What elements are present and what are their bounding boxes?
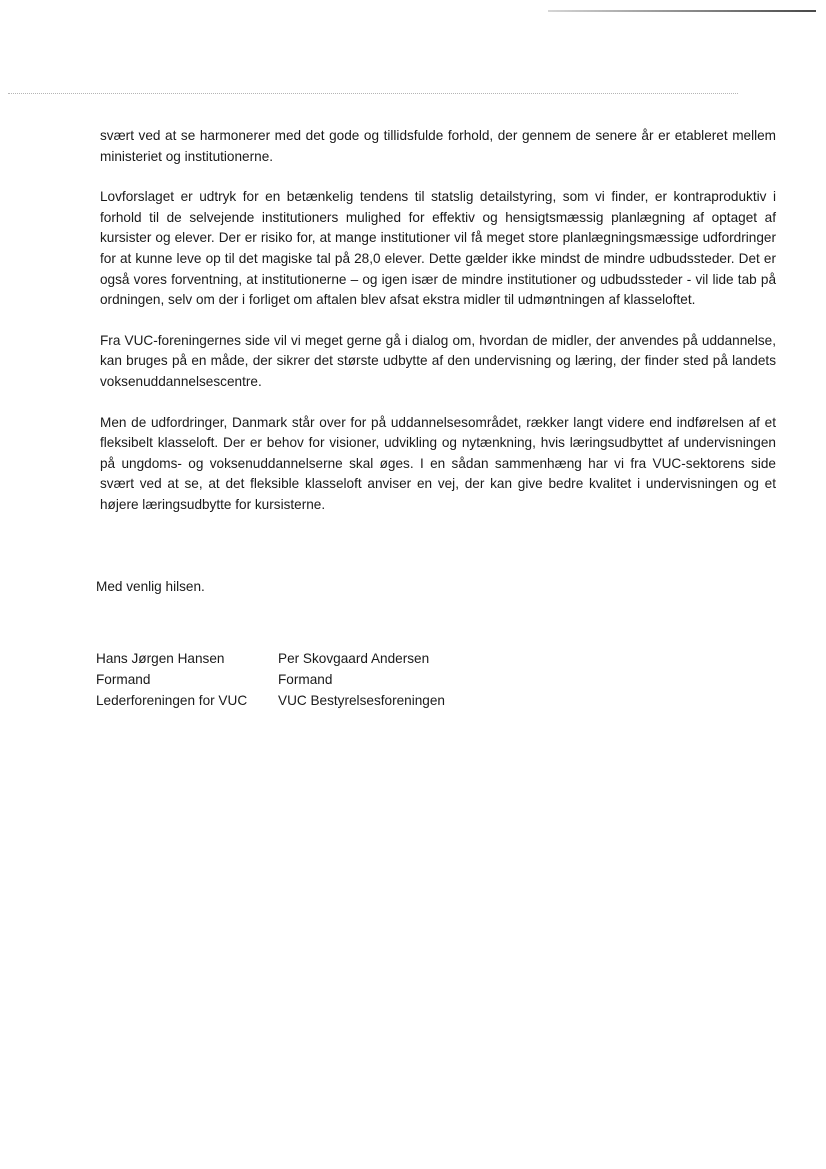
signatory-organization: VUC Bestyrelsesforeningen [278,693,445,708]
paragraph-2: Lovforslaget er udtryk for en betænkelig tendens til statslig detailstyring, som vi finder, er kontraproduktiv i forhold til de selvejende institutioners mulighed for effektiv og hensigtsmæssig planlægning af optaget af kursister og elever. Der er risiko for, at mange institutioner vil få meget store planlægningsmæssige udfordringer for at kunne leve op til det magiske tal på 28,0 elever. Dette gælder ikke mindst de mindre udbudssteder. Det er også vores forventning, at institutionerne – og igen især de mindre institutioner og udbudssteder - vil lide tab på ordningen, selv om der i forliget om aftalen blev afsat ekstra midler til udmøntningen af klasseloftet. [100,189,776,308]
closing-salutation: Med venlig hilsen. [96,579,205,594]
letter-body [100,126,776,536]
signatory-organization: Lederforeningen for VUC [96,693,248,708]
signatory-1 [96,648,247,711]
signatory-2 [278,648,445,711]
signatory-title: Formand [278,672,333,687]
scan-artifact-top-line [548,10,816,12]
paragraph-1: svært ved at se harmonerer med det gode og tillidsfulde forhold, der gennem de senere år er etableret mellem ministeriet og institutionerne. [100,128,776,164]
signature-section [96,648,476,718]
paragraph-4: Men de udfordringer, Danmark står over for på uddannelsesområdet, rækker langt videre end indførelsen af et fleksibelt klasseloft. Der er behov for visioner, udvikling og nytænkning, hvis læringsudbyttet af undervisningen på ungdoms- og voksenuddannelserne skal øges. I en sådan sammenhæng har vi fra VUC-sektorens side svært ved at se, at det fleksible klasseloft anviser en vej, der kan give bedre kvalitet i undervisningen og et højere læringsudbytte for kursisterne. [100,414,776,512]
signatory-name: Hans Jørgen Hansen [96,651,225,666]
paragraph-3: Fra VUC-foreningernes side vil vi meget gerne gå i dialog om, hvordan de midler, der anvendes på uddannelse, kan bruges på en måde, der sikrer det største udbytte af den undervisning og læring, der finder sted på landets voksenuddannelsescentre. [100,332,776,389]
signatory-title: Formand [96,672,151,687]
scan-artifact-dotted-line [8,93,738,94]
signatory-name: Per Skovgaard Andersen [278,651,430,666]
